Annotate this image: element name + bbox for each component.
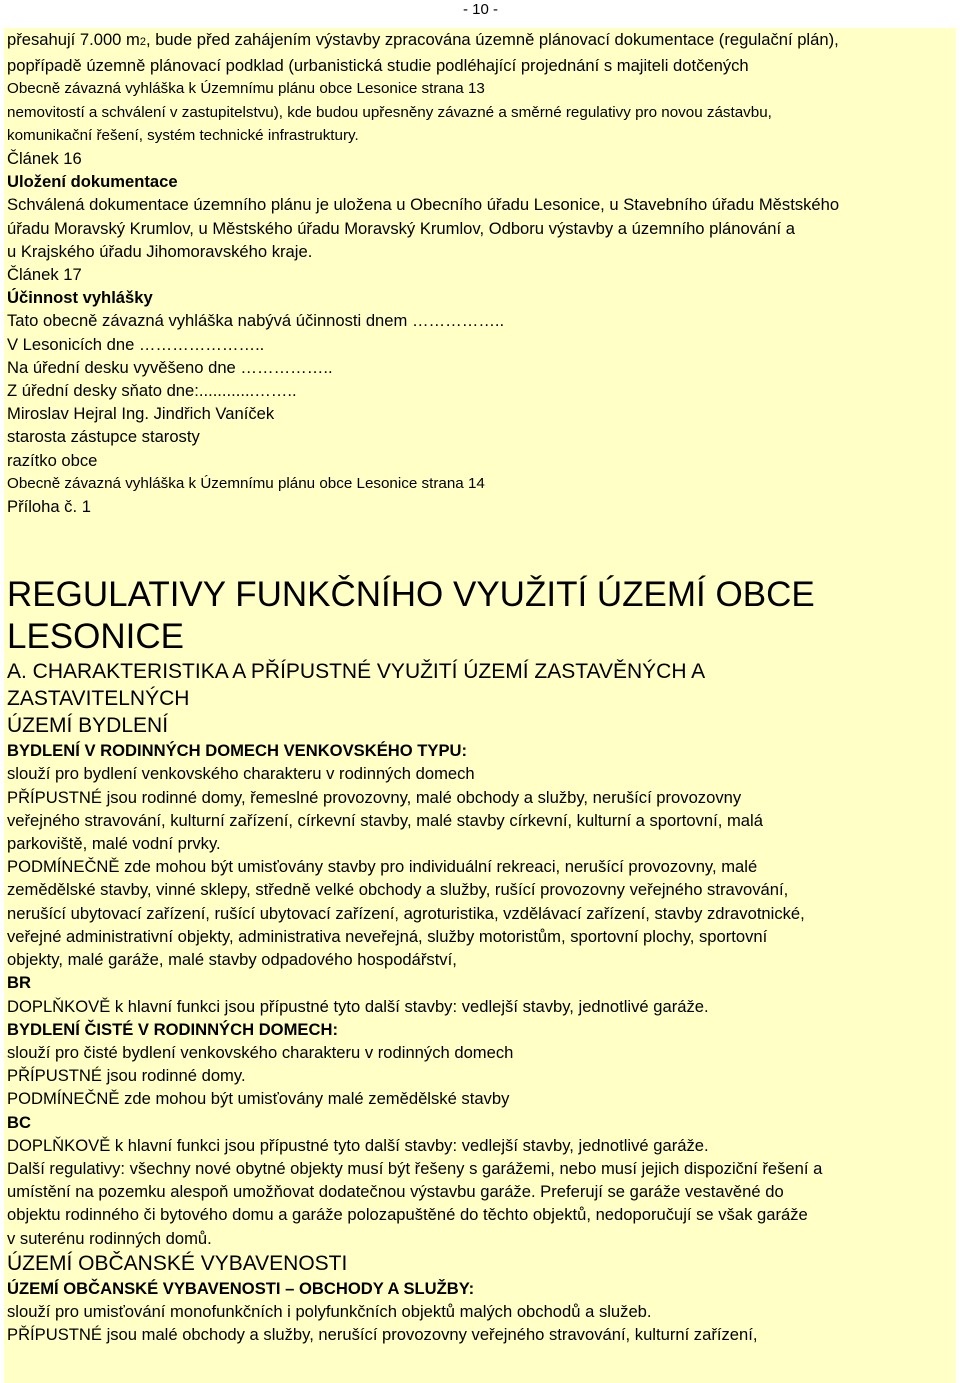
text-line: Z úřední desky sňato dne:............…….. <box>7 381 297 401</box>
text-line: nemovitostí a schválení v zastupitelstvu), kde budou upřesněny závazné a směrné regulativy pro novou zástavbu, <box>7 103 772 121</box>
article-number: Článek 16 <box>7 149 82 169</box>
running-footer: Obecně závazná vyhláška k Územnímu plánu obce Lesonice strana 13 <box>7 80 485 98</box>
text-line: PŘÍPUSTNÉ jsou rodinné domy. <box>7 1066 246 1086</box>
text-line: veřejného stravování, kulturní zařízení, církevní stavby, malé stavby církevní, kulturní a sportovní, malá <box>7 810 763 830</box>
document-body <box>4 28 956 1346</box>
document-title: REGULATIVY FUNKČNÍHO VYUŽITÍ ÚZEMÍ OBCE <box>7 575 815 615</box>
section-heading: ZASTAVITELNÝCH <box>7 687 190 711</box>
text-line: u Krajského úřadu Jihomoravského kraje. <box>7 241 313 261</box>
text-line: nerušící ubytovací zařízení, rušící ubytovací zařízení, agroturistika, vzdělávací zařízení, stavby zdravotnické, <box>7 903 805 923</box>
text-line: PODMÍNEČNĚ zde mohou být umisťovány stavby pro individuální rekreaci, nerušící provozovny, malé <box>7 857 758 877</box>
text-line: PODMÍNEČNĚ zde mohou být umisťovány malé zemědělské stavby <box>7 1089 510 1109</box>
page-number: - 10 - <box>463 1 499 18</box>
article-title: Účinnost vyhlášky <box>7 288 153 308</box>
text-line: umístění na pozemku alespoň umožňovat dodatečnou výstavbu garáže. Preferují se garáže vestavěné do <box>7 1182 784 1202</box>
text-line: DOPLŇKOVĚ k hlavní funkci jsou přípustné tyto další stavby: vedlejší stavby, jednotlivé garáže. <box>7 996 709 1016</box>
stamp-label: razítko obce <box>7 450 98 470</box>
text-line: slouží pro umisťování monofunkčních i polyfunkčních objektů malých obchodů a služeb. <box>7 1301 652 1321</box>
text-line: Schválená dokumentace územního plánu je uložena u Obecního úřadu Lesonice, u Stavebního úřadu Městského <box>7 195 840 215</box>
text-line: veřejné administrativní objekty, administrativa neveřejná, služby motoristům, sportovní plochy, sportovní <box>7 926 768 946</box>
text-line: popřípadě územně plánovací podklad (urbanistická studie podléhající projednání s majiteli dotčených <box>7 56 749 76</box>
zone-code: BR <box>7 973 31 993</box>
document-title: LESONICE <box>7 617 184 657</box>
text-line: Na úřední desku vyvěšeno dne …………….. <box>7 357 333 377</box>
text-line: objektu rodinného či bytového domu a garáže polozapuštěné do těchto objektů, nedoporučují se však garáže <box>7 1205 808 1225</box>
text-line: přesahují 7.000 m2, bude před zahájením výstavby zpracována územně plánovací dokumentace (regulační plán), <box>7 30 839 49</box>
section-heading: ÚZEMÍ OBČANSKÉ VYBAVENOSTI <box>7 1251 348 1275</box>
text-line: objekty, malé garáže, malé stavby odpadového hospodářství, <box>7 950 457 970</box>
subsection-heading: ÚZEMÍ OBČANSKÉ VYBAVENOSTI – OBCHODY A SLUŽBY: <box>7 1278 475 1298</box>
subsection-heading: BYDLENÍ V RODINNÝCH DOMECH VENKOVSKÉHO TYPU: <box>7 741 468 761</box>
text-line: V Lesonicích dne ………………….. <box>7 334 265 354</box>
appendix-label: Příloha č. 1 <box>7 497 91 517</box>
signatures-names: Miroslav Hejral Ing. Jindřich Vaníček <box>7 404 275 424</box>
text-line: DOPLŇKOVĚ k hlavní funkci jsou přípustné tyto další stavby: vedlejší stavby, jednotlivé garáže. <box>7 1135 709 1155</box>
document-page <box>4 28 956 1383</box>
text-line: slouží pro bydlení venkovského charakteru v rodinných domech <box>7 764 475 784</box>
text-line: Další regulativy: všechny nové obytné objekty musí být řešeny s garážemi, nebo musí jejich dispoziční řešení a <box>7 1158 823 1178</box>
text-line: parkoviště, malé vodní prvky. <box>7 834 221 854</box>
running-footer: Obecně závazná vyhláška k Územnímu plánu obce Lesonice strana 14 <box>7 474 485 492</box>
text-line: Tato obecně závazná vyhláška nabývá účinnosti dnem …………….. <box>7 311 505 331</box>
spacer <box>7 518 956 574</box>
text-line: komunikační řešení, systém technické infrastruktury. <box>7 126 359 144</box>
section-heading: A. CHARAKTERISTIKA A PŘÍPUSTNÉ VYUŽITÍ ÚZEMÍ ZASTAVĚNÝCH A <box>7 660 706 684</box>
text-line: PŘÍPUSTNÉ jsou rodinné domy, řemeslné provozovny, malé obchody a služby, nerušící provozovny <box>7 787 742 807</box>
zone-code: BC <box>7 1112 31 1132</box>
text-line: v suterénu rodinných domů. <box>7 1228 212 1248</box>
text-line: zemědělské stavby, vinné sklepy, středně velké obchody a služby, rušící provozovny veřejného stravování, <box>7 880 789 900</box>
subsection-heading: BYDLENÍ ČISTÉ V RODINNÝCH DOMECH: <box>7 1019 338 1039</box>
text-line: slouží pro čisté bydlení venkovského charakteru v rodinných domech <box>7 1042 514 1062</box>
article-number: Článek 17 <box>7 265 82 285</box>
section-heading: ÚZEMÍ BYDLENÍ <box>7 714 169 738</box>
text-line: PŘÍPUSTNÉ jsou malé obchody a služby, nerušící provozovny veřejného stravování, kulturní zařízení, <box>7 1325 758 1345</box>
text-line: úřadu Moravský Krumlov, u Městského úřadu Moravský Krumlov, Odboru výstavby a územního plánování a <box>7 218 795 238</box>
signatures-roles: starosta zástupce starosty <box>7 427 200 447</box>
article-title: Uložení dokumentace <box>7 172 178 192</box>
